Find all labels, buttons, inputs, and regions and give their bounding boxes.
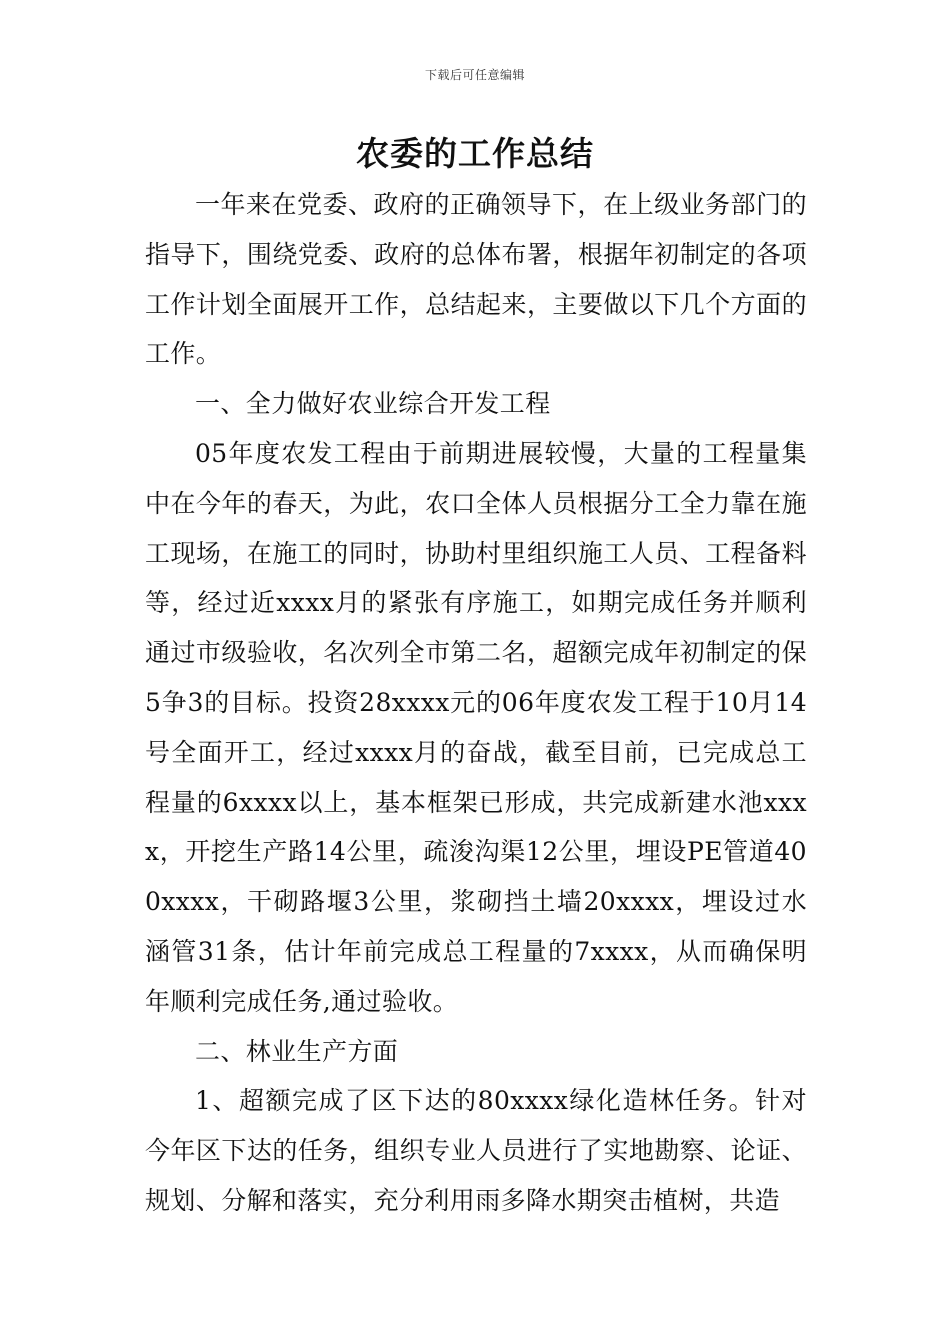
document-body bbox=[145, 180, 807, 1226]
forestry-paragraph: 1、超额完成了区下达的80xxxx绿化造林任务。针对今年区下达的任务，组织专业人员进行了实地勘察、论证、规划、分解和落实，充分利用雨多降水期突击植树，共造 bbox=[145, 1086, 807, 1215]
agriculture-paragraph: 05年度农发工程由于前期进展较慢，大量的工程量集中在今年的春天，为此，农口全体人员根据分工全力靠在施工现场，在施工的同时，协助村里组织施工人员、工程备料等，经过近xxxx月的紧张有序施工，如期完成任务并顺利通过市级验收，名次列全市第二名，超额完成年初制定的保5争3的目标。投资28xxxx元的06年度农发工程于10月14号全面开工，经过xxxx月的奋战，截至目前，已完成总工程量的6xxxx以上，基本框架已形成，共完成新建水池xxxx，开挖生产路14公里，疏浚沟渠12公里，埋设PE管道400xxxx，干砌路堰3公里，浆砌挡土墙20xxxx，埋设过水涵管31条，估计年前完成总工程量的7xxxx，从而确保明年顺利完成任务,通过验收。 bbox=[145, 438, 807, 1016]
intro-paragraph: 一年来在党委、政府的正确领导下，在上级业务部门的指导下，围绕党委、政府的总体布署，根据年初制定的各项工作计划全面展开工作，总结起来，主要做以下几个方面的工作。 bbox=[145, 190, 807, 369]
section-heading-forestry: 二、林业生产方面 bbox=[195, 1036, 399, 1066]
header-note: 下载后可任意编辑 bbox=[424, 68, 525, 82]
document-title: 农委的工作总结 bbox=[356, 134, 594, 173]
section-heading-agriculture: 一、全力做好农业综合开发工程 bbox=[195, 389, 551, 419]
